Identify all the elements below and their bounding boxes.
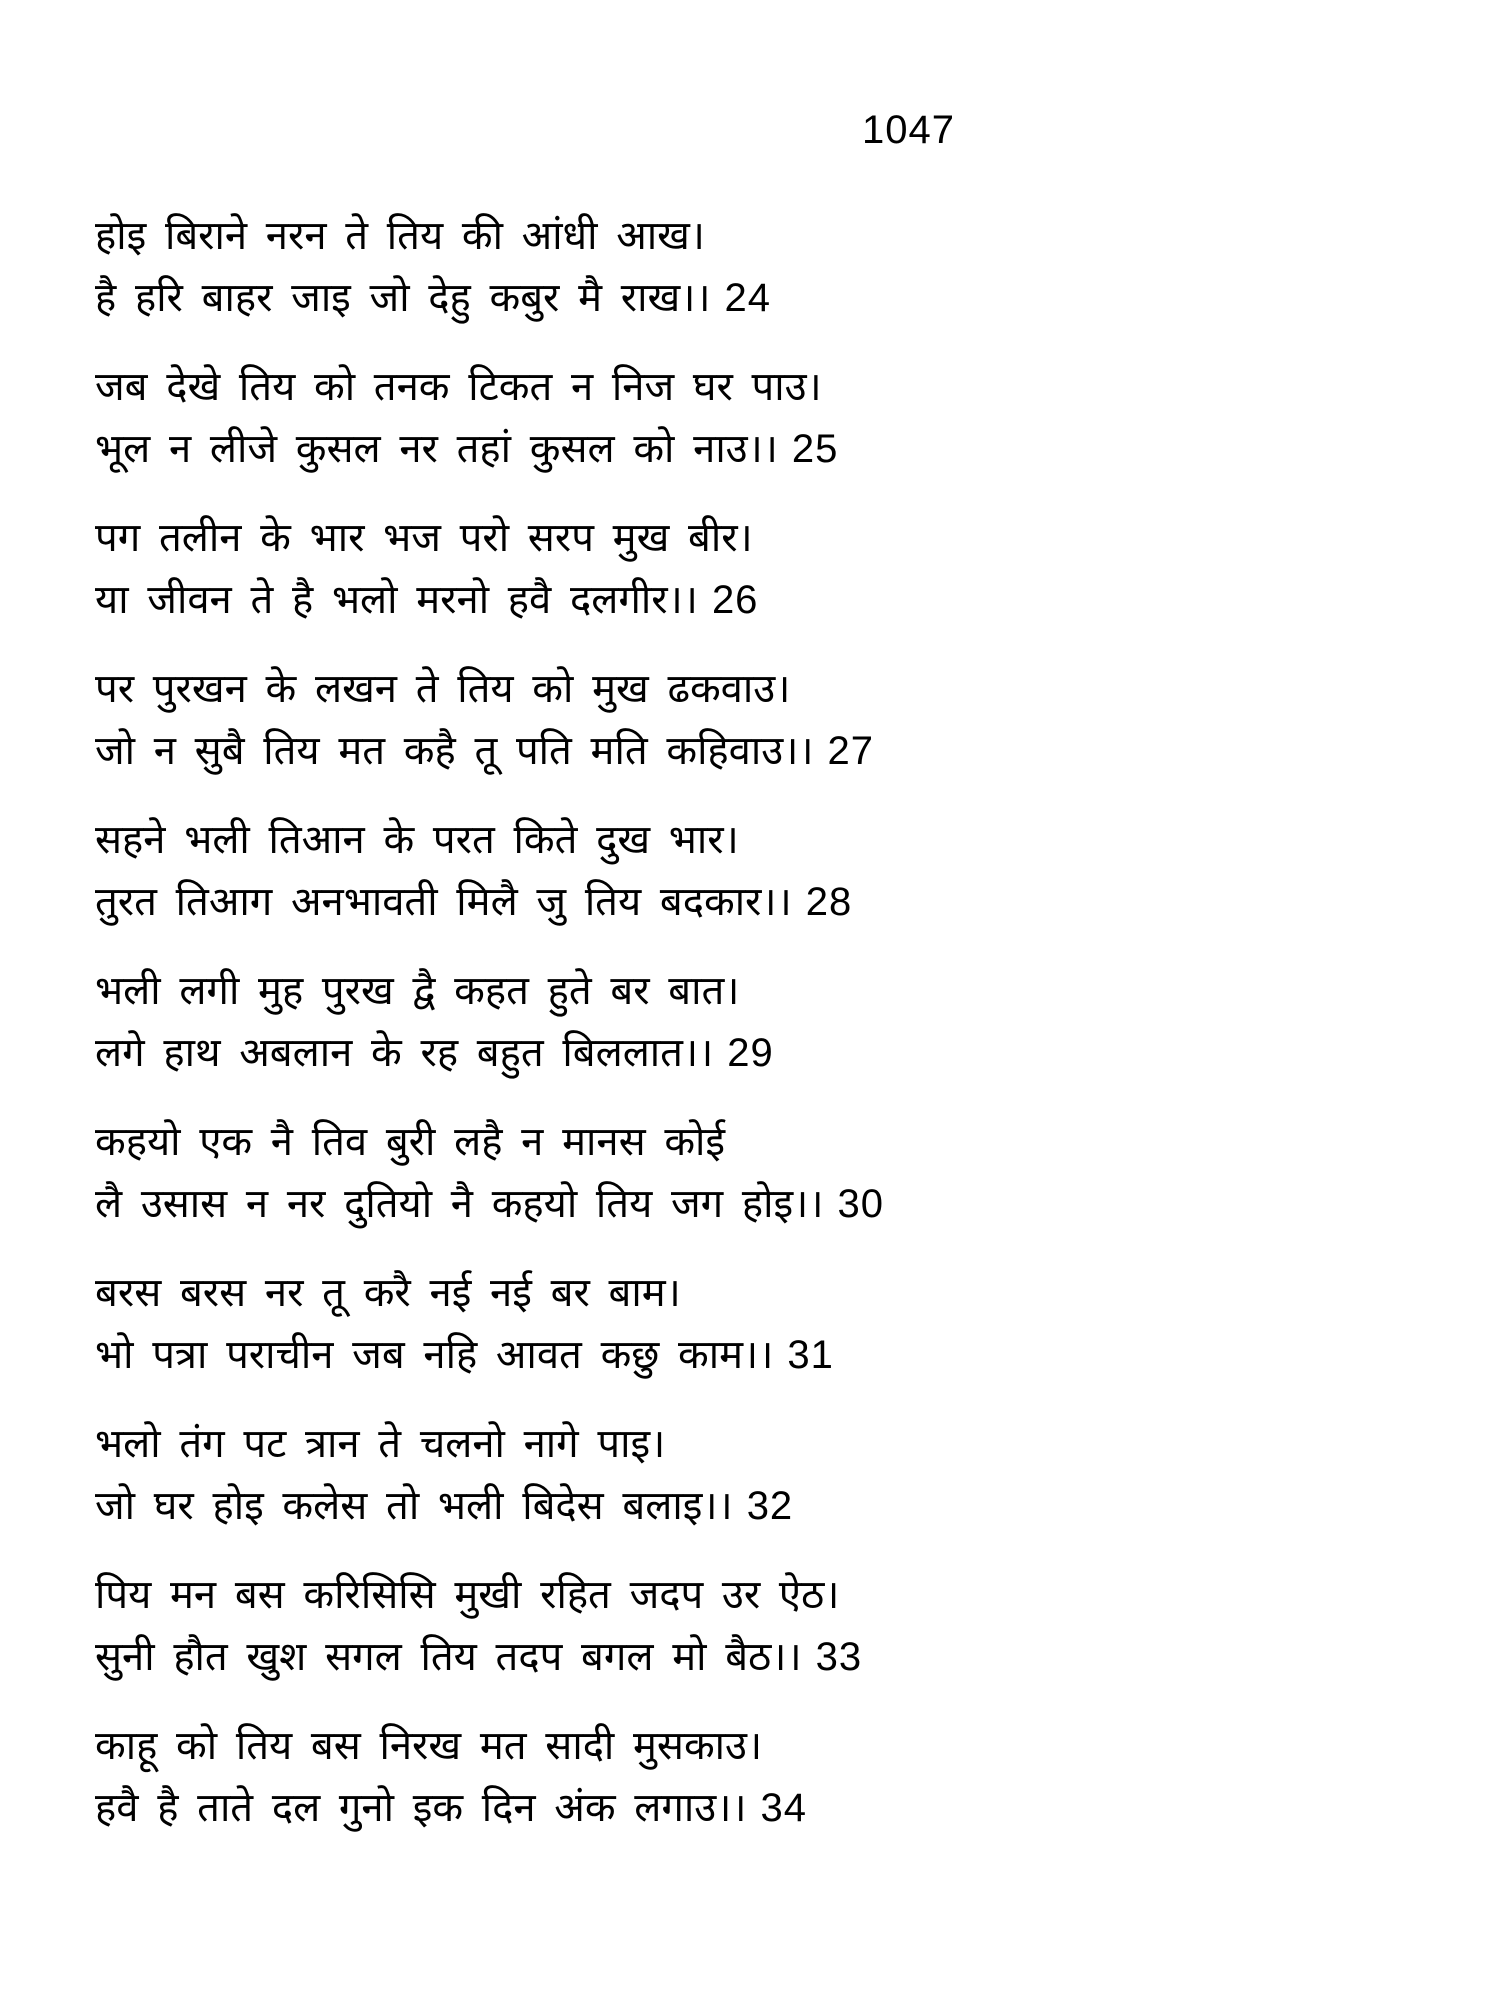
- couplet: [95, 356, 1435, 507]
- verse-text: भूल न लीजे कुसल नर तहां कुसल को नाउ।।: [95, 426, 778, 472]
- verse-number: 25: [791, 427, 839, 471]
- verse-line: होइ बिराने नरन ते तिय की आंधी आख।: [95, 213, 705, 259]
- verse-line: पर पुरखन के लखन ते तिय को मुख ढकवाउ।: [95, 666, 791, 712]
- couplet: [95, 658, 1435, 809]
- verse-line: [95, 569, 1435, 631]
- couplet: [95, 1111, 1435, 1262]
- verse-line: भलो तंग पट त्रान ते चलनो नागे पाइ।: [95, 1421, 666, 1467]
- couplet: [95, 507, 1435, 658]
- verse-line: [95, 1475, 1435, 1537]
- verse-text: या जीवन ते है भलो मरनो हवै दलगीर।।: [95, 577, 698, 623]
- verse-line: [95, 1777, 1435, 1839]
- couplet: [95, 960, 1435, 1111]
- verse-line: जब देखे तिय को तनक टिकत न निज घर पाउ।: [95, 364, 822, 410]
- verse-line: पिय मन बस करिसिसि मुखी रहित जदप उर ऐठ।: [95, 1572, 840, 1618]
- verse-line: [95, 1022, 1435, 1084]
- verse-number: 33: [815, 1635, 863, 1679]
- verse-number: 32: [746, 1484, 794, 1528]
- verse-number: 24: [724, 276, 772, 320]
- verse-list: [95, 205, 1435, 1866]
- couplet: [95, 1413, 1435, 1564]
- verse-text: भो पत्रा पराचीन जब नहि आवत कछु काम।।: [95, 1332, 774, 1378]
- verse-line: [95, 418, 1435, 480]
- couplet: [95, 1262, 1435, 1413]
- verse-text: जो घर होइ कलेस तो भली बिदेस बलाइ।।: [95, 1483, 733, 1529]
- verse-text: लै उसास न नर दुतियो नै कहयो तिय जग होइ।।: [95, 1181, 824, 1227]
- verse-number: 31: [787, 1333, 834, 1377]
- verse-text: है हरि बाहर जाइ जो देहु कबुर मै राख।।: [95, 275, 711, 321]
- verse-number: 34: [760, 1786, 808, 1830]
- couplet: [95, 1564, 1435, 1715]
- verse-line: बरस बरस नर तू करै नई नई बर बाम।: [95, 1270, 681, 1316]
- verse-line: पग तलीन के भार भज परो सरप मुख बीर।: [95, 515, 753, 561]
- verse-text: जो न सुबै तिय मत कहै तू पति मति कहिवाउ।।: [95, 728, 814, 774]
- verse-number: 30: [837, 1182, 884, 1226]
- verse-line: सहने भली तिआन के परत किते दुख भार।: [95, 817, 739, 863]
- couplet: [95, 205, 1435, 356]
- verse-line: [95, 720, 1435, 782]
- verse-line: [95, 1626, 1435, 1688]
- verse-line: कहयो एक नै तिव बुरी लहै न मानस कोई: [95, 1119, 726, 1165]
- verse-number: 26: [711, 578, 759, 622]
- verse-line: [95, 871, 1435, 933]
- verse-line: [95, 1324, 1435, 1386]
- verse-line: [95, 1173, 1435, 1235]
- verse-text: लगे हाथ अबलान के रह बहुत बिललात।।: [95, 1030, 714, 1076]
- couplet: [95, 809, 1435, 960]
- verse-text: हवै है ताते दल गुनो इक दिन अंक लगाउ।।: [95, 1785, 747, 1831]
- verse-line: काहू को तिय बस निरख मत सादी मुसकाउ।: [95, 1723, 763, 1769]
- verse-number: 28: [805, 880, 853, 924]
- verse-number: 27: [827, 729, 875, 773]
- couplet: [95, 1715, 1435, 1866]
- verse-text: सुनी हौत खुश सगल तिय तदप बगल मो बैठ।।: [95, 1634, 802, 1680]
- verse-line: [95, 267, 1435, 329]
- page-number: 1047: [862, 108, 955, 152]
- verse-number: 29: [727, 1031, 774, 1075]
- verse-line: भली लगी मुह पुरख द्वै कहत हुते बर बात।: [95, 968, 740, 1014]
- verse-text: तुरत तिआग अनभावती मिलै जु तिय बदकार।।: [95, 879, 792, 925]
